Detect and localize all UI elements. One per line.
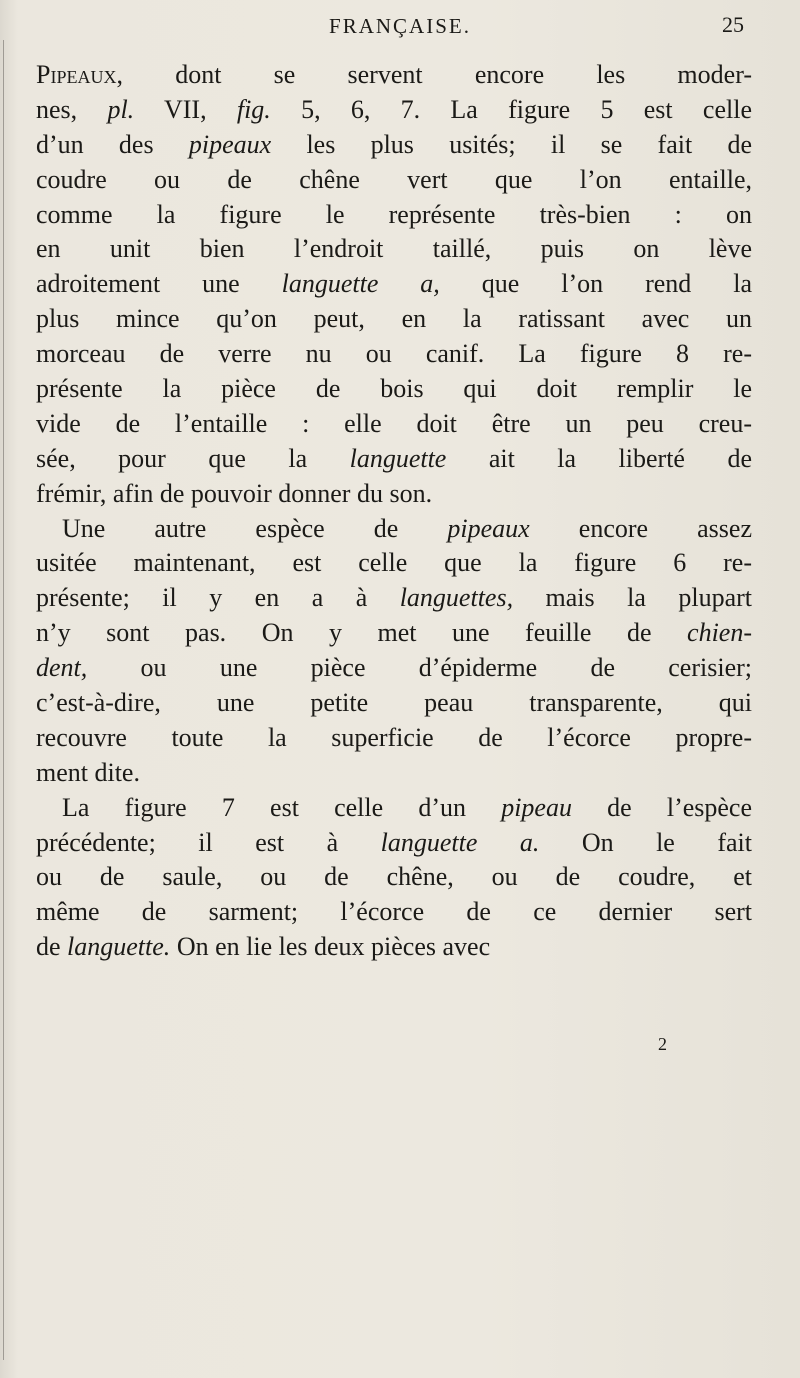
italic-term: chien- xyxy=(687,618,752,648)
italic-term: pipeaux xyxy=(447,513,530,543)
italic-term: fig. xyxy=(236,94,271,124)
running-title: FRANÇAISE. xyxy=(329,14,471,38)
gutter-shadow xyxy=(3,40,4,1360)
italic-term: languette a. xyxy=(380,827,540,857)
italic-term: pipeau xyxy=(501,792,572,822)
text-run: usitée maintenant, est celle que la figure 6 re- xyxy=(36,548,752,578)
text-line xyxy=(36,337,752,372)
italic-term: languette xyxy=(349,443,447,473)
text-line xyxy=(36,128,752,163)
text-run: les plus usités; il se fait de xyxy=(271,129,752,159)
text-run: nes, xyxy=(36,94,108,124)
paragraph xyxy=(36,791,752,965)
text-line xyxy=(36,198,752,233)
text-run: présente; il y en a à xyxy=(36,583,400,613)
text-run: mais la plupart xyxy=(513,583,752,613)
text-run: 5, 6, 7. La figure 5 est celle xyxy=(270,94,752,124)
text-run: même de sarment; l’écorce de ce dernier sert xyxy=(36,897,752,927)
text-line xyxy=(36,616,752,651)
body-text xyxy=(36,58,752,965)
text-line xyxy=(36,477,752,512)
text-run: recouvre toute la superficie de l’écorce propre- xyxy=(36,722,752,752)
text-run: , dont se servent encore les moder- xyxy=(116,60,752,89)
text-run: On le fait xyxy=(539,827,752,857)
text-run: d’un des xyxy=(36,129,189,159)
text-line xyxy=(36,860,752,895)
text-line xyxy=(36,407,752,442)
text-line xyxy=(36,581,752,616)
text-run: c’est-à-dire, une petite peau transparente, qui xyxy=(36,688,752,718)
paragraph xyxy=(36,58,752,512)
italic-term: languette. xyxy=(67,932,171,962)
text-line xyxy=(36,826,752,861)
text-run: encore assez xyxy=(529,513,752,543)
text-run: La figure 7 est celle d’un xyxy=(62,792,502,822)
text-run: ment dite. xyxy=(36,757,140,787)
italic-term: dent, xyxy=(36,653,88,683)
text-run: adroitement une xyxy=(36,269,282,299)
text-line xyxy=(36,895,752,930)
italic-term: languette a, xyxy=(281,269,440,299)
paragraph xyxy=(36,512,752,791)
text-run: en unit bien l’endroit taillé, puis on lève xyxy=(36,234,752,264)
text-line xyxy=(36,58,752,93)
text-run: vide de l’entaille : elle doit être un peu creu- xyxy=(36,408,752,438)
text-line xyxy=(36,302,752,337)
page-number: 25 xyxy=(722,12,744,37)
page-header xyxy=(0,8,800,44)
text-line xyxy=(36,93,752,128)
text-run: frémir, afin de pouvoir donner du son. xyxy=(36,478,433,508)
text-line xyxy=(36,791,752,826)
text-line xyxy=(36,651,752,686)
text-line xyxy=(36,686,752,721)
text-run: ou une pièce d’épiderme de cerisier; xyxy=(87,653,752,683)
text-run: précédente; il est à xyxy=(36,827,381,857)
text-line xyxy=(36,512,752,547)
text-line xyxy=(36,756,752,791)
text-run: de xyxy=(36,932,68,962)
text-line xyxy=(36,546,752,581)
text-run: plus mince qu’on peut, en la ratissant avec un xyxy=(36,304,752,334)
italic-term: pipeaux xyxy=(188,129,272,159)
italic-term: languettes, xyxy=(399,583,514,613)
text-line xyxy=(36,267,752,302)
text-run: morceau de verre nu ou canif. La figure 8 re- xyxy=(36,339,752,369)
text-run: ou de saule, ou de chêne, ou de coudre, et xyxy=(36,862,752,892)
small-caps-term: Pipeaux xyxy=(36,60,117,89)
text-run: VII, xyxy=(134,94,237,124)
text-run: comme la figure le représente très-bien : on xyxy=(36,199,752,229)
text-line xyxy=(36,442,752,477)
text-run: que l’on rend la xyxy=(439,269,752,299)
text-run: n’y sont pas. On y met une feuille de xyxy=(36,618,688,648)
text-run: Une autre espèce de xyxy=(62,513,448,543)
text-run: de l’espèce xyxy=(571,792,752,822)
text-line xyxy=(36,232,752,267)
signature-mark: 2 xyxy=(658,1034,667,1054)
text-line xyxy=(36,163,752,198)
text-run: sée, pour que la xyxy=(36,443,350,473)
text-run: présente la pièce de bois qui doit remplir le xyxy=(36,374,752,404)
italic-term: pl. xyxy=(107,94,135,124)
text-line xyxy=(36,930,752,965)
text-run: coudre ou de chêne vert que l’on entaille, xyxy=(36,164,752,194)
text-run: On en lie les deux pièces avec xyxy=(170,932,491,962)
text-line xyxy=(36,721,752,756)
text-line xyxy=(36,372,752,407)
text-run: ait la liberté de xyxy=(446,443,752,473)
